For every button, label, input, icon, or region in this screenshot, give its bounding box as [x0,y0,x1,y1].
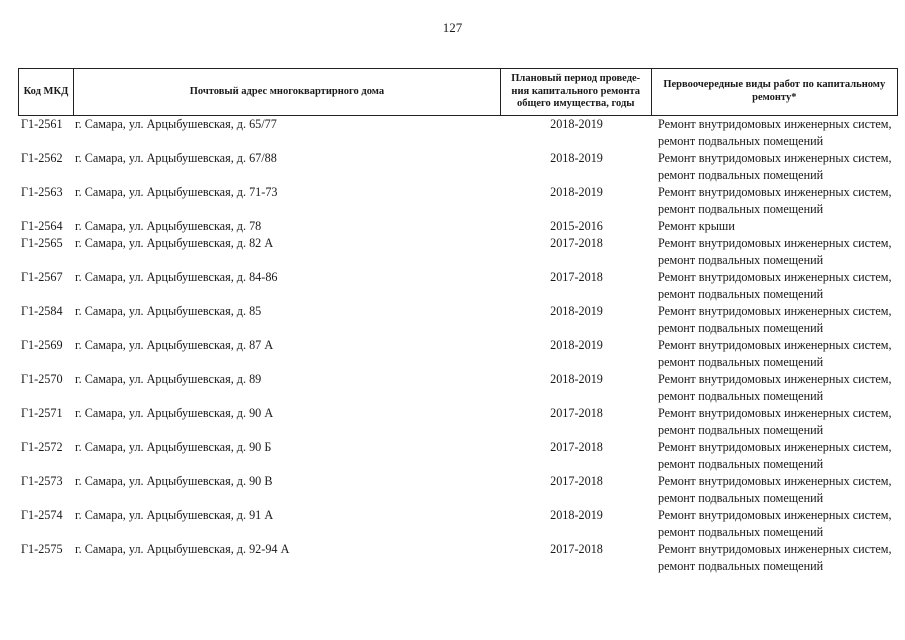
cell-code: Г1-2584 [21,304,63,318]
cell-address: г. Самара, ул. Арцыбушевская, д. 91 А [75,508,274,522]
cell-work: Ремонт крыши [658,219,735,233]
table-row [18,405,898,439]
page-number: 127 [442,20,463,35]
table-row [18,337,898,371]
cell-period: 2017-2018 [550,406,603,420]
cell-period: 2018-2019 [550,338,603,352]
cell-work: Ремонт внутридомовых инженерных систем, ремонт подвальных помещений [658,508,892,539]
cell-address: г. Самара, ул. Арцыбушевская, д. 71-73 [75,185,278,199]
cell-work: Ремонт внутридомовых инженерных систем, ремонт подвальных помещений [658,304,892,335]
cell-period: 2017-2018 [550,542,603,556]
header-code: Код МКД [19,69,74,115]
cell-code: Г1-2563 [21,185,63,199]
cell-address: г. Самара, ул. Арцыбушевская, д. 89 [75,372,262,386]
cell-code: Г1-2572 [21,440,63,454]
cell-period: 2017-2018 [550,236,603,250]
cell-work: Ремонт внутридомовых инженерных систем, ремонт подвальных помещений [658,406,892,437]
cell-period: 2018-2019 [550,508,603,522]
cell-address: г. Самара, ул. Арцыбушевская, д. 92-94 А [75,542,290,556]
cell-work: Ремонт внутридомовых инженерных систем, ремонт подвальных помещений [658,185,892,216]
cell-period: 2018-2019 [550,185,603,199]
cell-address: г. Самара, ул. Арцыбушевская, д. 84-86 [75,270,278,284]
cell-code: Г1-2561 [21,117,63,131]
cell-period: 2018-2019 [550,117,603,131]
cell-period: 2017-2018 [550,440,603,454]
cell-work: Ремонт внутридомовых инженерных систем, ремонт подвальных помещений [658,440,892,471]
cell-work: Ремонт внутридомовых инженерных систем, ремонт подвальных помещений [658,372,892,403]
cell-code: Г1-2569 [21,338,63,352]
cell-period: 2018-2019 [550,151,603,165]
cell-work: Ремонт внутридомовых инженерных систем, ремонт подвальных помещений [658,338,892,369]
cell-period: 2018-2019 [550,304,603,318]
cell-code: Г1-2573 [21,474,63,488]
cell-address: г. Самара, ул. Арцыбушевская, д. 90 Б [75,440,272,454]
cell-address: г. Самара, ул. Арцыбушевская, д. 90 В [75,474,273,488]
cell-address: г. Самара, ул. Арцыбушевская, д. 67/88 [75,151,277,165]
cell-work: Ремонт внутридомовых инженерных систем, ремонт подвальных помещений [658,474,892,505]
table-row [18,541,898,575]
cell-period: 2017-2018 [550,474,603,488]
table-row [18,371,898,405]
table-row [18,269,898,303]
cell-work: Ремонт внутридомовых инженерных систем, ремонт подвальных помещений [658,117,892,148]
cell-code: Г1-2567 [21,270,63,284]
cell-code: Г1-2575 [21,542,63,556]
table-body [18,116,898,575]
cell-period: 2015-2016 [550,219,603,233]
table-row [18,303,898,337]
table-row [18,184,898,218]
cell-code: Г1-2564 [21,219,63,233]
cell-period: 2018-2019 [550,372,603,386]
cell-address: г. Самара, ул. Арцыбушевская, д. 82 А [75,236,274,250]
cell-work: Ремонт внутридомовых инженерных систем, ремонт подвальных помещений [658,151,892,182]
cell-address: г. Самара, ул. Арцыбушевская, д. 65/77 [75,117,277,131]
cell-work: Ремонт внутридомовых инженерных систем, ремонт подвальных помещений [658,270,892,301]
table-header [18,68,898,116]
cell-code: Г1-2565 [21,236,63,250]
cell-address: г. Самара, ул. Арцыбушевская, д. 85 [75,304,262,318]
cell-code: Г1-2562 [21,151,63,165]
cell-period: 2017-2018 [550,270,603,284]
cell-code: Г1-2570 [21,372,63,386]
cell-code: Г1-2571 [21,406,63,420]
table-row [18,473,898,507]
table-row [18,439,898,473]
table-row [18,235,898,269]
table-row [18,116,898,150]
header-address: Почтовый адрес многоквартирного дома [74,69,501,115]
table-row [18,507,898,541]
cell-address: г. Самара, ул. Арцыбушевская, д. 87 А [75,338,274,352]
cell-code: Г1-2574 [21,508,63,522]
cell-address: г. Самара, ул. Арцыбушевская, д. 78 [75,219,262,233]
table-row [18,150,898,184]
cell-work: Ремонт внутридомовых инженерных систем, ремонт подвальных помещений [658,236,892,267]
cell-work: Ремонт внутридомовых инженерных систем, ремонт подвальных помещений [658,542,892,573]
cell-address: г. Самара, ул. Арцыбушевская, д. 90 А [75,406,274,420]
header-works: Первоочередные виды работ по капитальному ремонту* [663,79,886,103]
header-period: Плановый период проведе-ния капитального ремонта общего имущества, годы [501,69,652,115]
table-row [18,218,898,235]
